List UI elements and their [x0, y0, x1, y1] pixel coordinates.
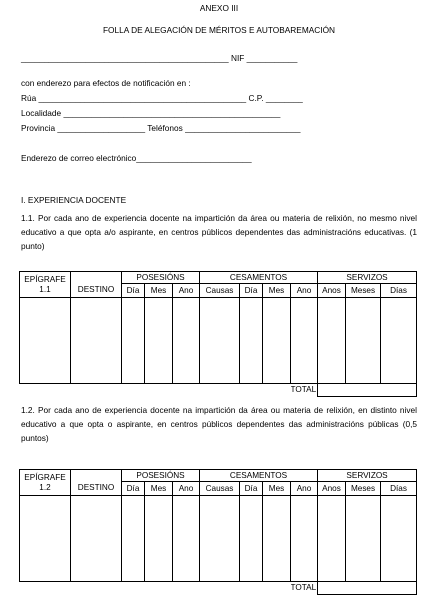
section-title: I. EXPERIENCIA DOCENTE: [21, 195, 127, 205]
destino-header: DESTINO: [71, 470, 122, 496]
col-header: Día: [122, 284, 145, 298]
entry-cell[interactable]: [346, 298, 381, 384]
criterion-1-1-text: 1.1. Por cada ano de experiencia docente na impartición da área ou materia de relixión, no mesmo nivel educativo a que opta a/o aspirante, en centros públicos dependentes das administracións educativas. (1 punto): [21, 213, 417, 251]
posesions-header: POSESIÓNS: [122, 470, 200, 482]
col-header: Ano: [173, 284, 200, 298]
col-header: Mes: [145, 284, 173, 298]
entry-cell[interactable]: [145, 496, 173, 582]
name-nif-line[interactable]: _____________________________________________ NIF ___________: [21, 53, 298, 63]
epigrafe-label: EPÍGRAFE: [24, 274, 66, 284]
destino-header: DESTINO: [71, 272, 122, 298]
entry-cell[interactable]: [381, 496, 417, 582]
annex-label: ANEXO III: [199, 3, 239, 13]
cesamentos-header: CESAMENTOS: [200, 272, 318, 284]
provincia-telefonos-line[interactable]: Provincia ___________________ Teléfonos _________________________: [21, 123, 301, 133]
col-header: Días: [381, 284, 417, 298]
entry-cell[interactable]: [20, 298, 71, 384]
entry-cell[interactable]: [240, 496, 263, 582]
col-header: Mes: [263, 284, 291, 298]
entry-cell[interactable]: [122, 298, 145, 384]
col-header: Ano: [291, 482, 318, 496]
total-value-field[interactable]: [318, 582, 417, 595]
address-intro: con enderezo para efectos de notificación en :: [21, 78, 191, 88]
table-1-2: [19, 469, 416, 595]
entry-cell[interactable]: [263, 496, 291, 582]
col-header: Anos: [318, 284, 346, 298]
rua-cp-line[interactable]: Rúa _____________________________________________ C.P. ________: [21, 93, 303, 103]
entry-cell[interactable]: [173, 298, 200, 384]
total-label: TOTAL: [291, 582, 318, 595]
col-header: Causas: [200, 482, 240, 496]
col-header: Mes: [145, 482, 173, 496]
entry-cell[interactable]: [71, 496, 122, 582]
entry-cell[interactable]: [200, 496, 240, 582]
col-header: Causas: [200, 284, 240, 298]
col-header: Día: [122, 482, 145, 496]
col-header: Ano: [173, 482, 200, 496]
entry-cell[interactable]: [291, 496, 318, 582]
entry-cell[interactable]: [20, 496, 71, 582]
col-header: Anos: [318, 482, 346, 496]
total-label: TOTAL: [291, 384, 318, 397]
entry-cell[interactable]: [240, 298, 263, 384]
entry-cell[interactable]: [173, 496, 200, 582]
servizos-header: SERVIZOS: [318, 470, 417, 482]
entry-cell[interactable]: [263, 298, 291, 384]
total-value-field[interactable]: [318, 384, 417, 397]
epigrafe-label: EPÍGRAFE: [24, 472, 66, 482]
entry-cell[interactable]: [145, 298, 173, 384]
cesamentos-header: CESAMENTOS: [200, 470, 318, 482]
epigrafe-header: [20, 470, 71, 496]
entry-cell[interactable]: [381, 298, 417, 384]
col-header: Día: [240, 482, 263, 496]
entry-cell[interactable]: [318, 298, 346, 384]
entry-cell[interactable]: [318, 496, 346, 582]
table-1-1: [19, 271, 416, 397]
entry-cell[interactable]: [71, 298, 122, 384]
col-header: Ano: [291, 284, 318, 298]
col-header: Días: [381, 482, 417, 496]
page-title: FOLLA DE ALEGACIÓN DE MÉRITOS E AUTOBAREMACIÓN: [102, 25, 336, 35]
col-header: Mes: [263, 482, 291, 496]
email-line[interactable]: Enderezo de correo electrónico_________________________: [21, 153, 252, 163]
col-header: Meses: [346, 482, 381, 496]
servizos-header: SERVIZOS: [318, 272, 417, 284]
col-header: Día: [240, 284, 263, 298]
criterion-1-2-text: 1.2. Por cada ano de experiencia docente na impartición da área ou materia de relixión, en distinto nivel educativo a que opta o aspirante, en centros públicos dependentes das administracións públicas (0,5 puntos): [21, 405, 417, 443]
entry-cell[interactable]: [291, 298, 318, 384]
entry-cell[interactable]: [200, 298, 240, 384]
epigrafe-number: 1.2: [39, 482, 51, 492]
entry-cell[interactable]: [346, 496, 381, 582]
posesions-header: POSESIÓNS: [122, 272, 200, 284]
epigrafe-number: 1.1: [39, 284, 51, 294]
entry-cell[interactable]: [122, 496, 145, 582]
localidade-line[interactable]: Localidade _______________________________________________: [21, 108, 281, 118]
col-header: Meses: [346, 284, 381, 298]
epigrafe-header: [20, 272, 71, 298]
